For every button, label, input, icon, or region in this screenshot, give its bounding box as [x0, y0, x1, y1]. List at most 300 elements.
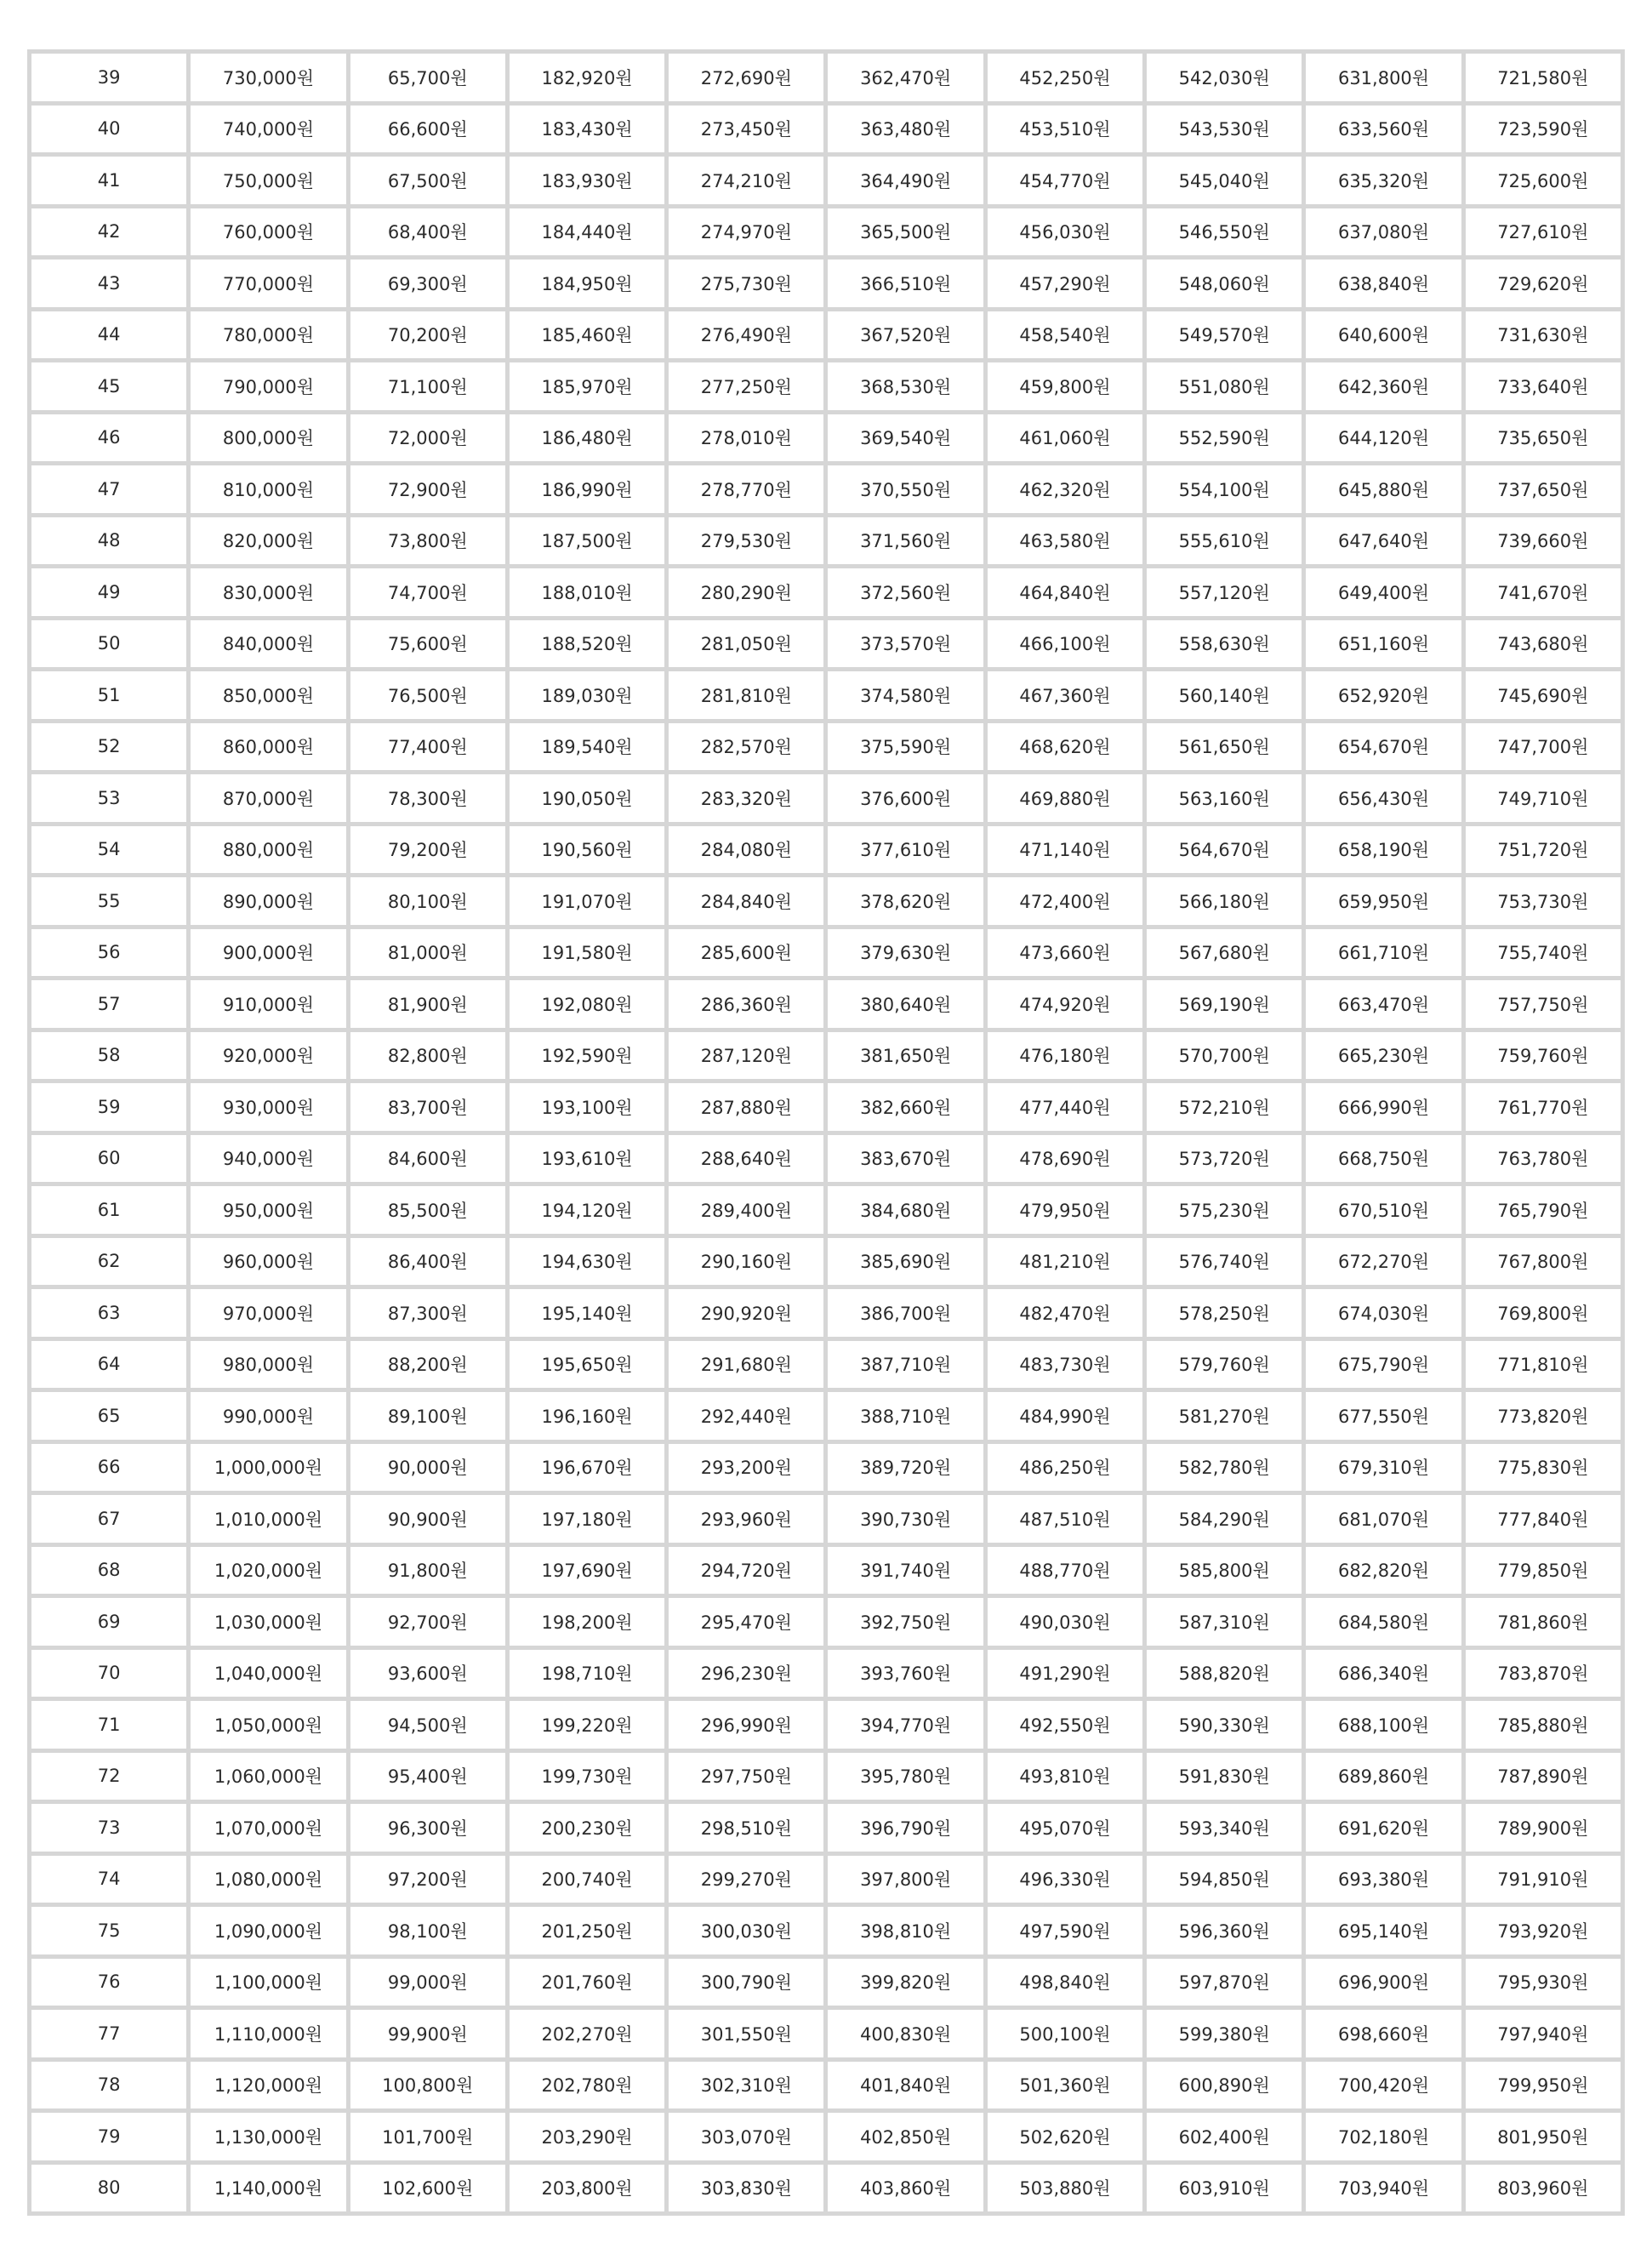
table-row — [31, 1444, 1621, 1492]
amount-cell: 490,030원 — [988, 1598, 1142, 1646]
amount-cell: 693,380원 — [1306, 1856, 1461, 1903]
amount-cell: 651,160원 — [1306, 620, 1461, 668]
table-row — [31, 1186, 1621, 1234]
amount-cell: 81,900원 — [350, 980, 505, 1028]
amount-cell: 870,000원 — [191, 774, 345, 822]
table-row — [31, 311, 1621, 359]
amount-cell: 65,700원 — [350, 54, 505, 101]
row-number-cell: 76 — [31, 1959, 186, 2006]
amount-cell: 452,250원 — [988, 54, 1142, 101]
row-number-cell: 78 — [31, 2062, 186, 2109]
amount-cell: 729,620원 — [1466, 260, 1621, 307]
amount-cell: 184,440원 — [510, 208, 664, 256]
amount-cell: 599,380원 — [1147, 2010, 1302, 2057]
amount-cell: 665,230원 — [1306, 1032, 1461, 1080]
amount-cell: 285,600원 — [669, 929, 823, 977]
amount-cell: 457,290원 — [988, 260, 1142, 307]
amount-cell: 590,330원 — [1147, 1701, 1302, 1749]
amount-cell: 564,670원 — [1147, 826, 1302, 874]
amount-cell: 990,000원 — [191, 1392, 345, 1440]
row-number-cell: 55 — [31, 877, 186, 925]
amount-cell: 940,000원 — [191, 1135, 345, 1183]
row-number-cell: 41 — [31, 157, 186, 204]
amount-cell: 199,220원 — [510, 1701, 664, 1749]
amount-cell: 277,250원 — [669, 362, 823, 410]
amount-cell: 182,920원 — [510, 54, 664, 101]
amount-cell: 476,180원 — [988, 1032, 1142, 1080]
amount-cell: 850,000원 — [191, 671, 345, 719]
amount-cell: 191,070원 — [510, 877, 664, 925]
amount-cell: 652,920원 — [1306, 671, 1461, 719]
amount-cell: 1,030,000원 — [191, 1598, 345, 1646]
amount-cell: 191,580원 — [510, 929, 664, 977]
amount-cell: 735,650원 — [1466, 414, 1621, 462]
amount-cell: 297,750원 — [669, 1753, 823, 1800]
amount-cell: 78,300원 — [350, 774, 505, 822]
amount-cell: 82,800원 — [350, 1032, 505, 1080]
amount-cell: 733,640원 — [1466, 362, 1621, 410]
amount-cell: 76,500원 — [350, 671, 505, 719]
amount-cell: 779,850원 — [1466, 1547, 1621, 1595]
amount-cell: 640,600원 — [1306, 311, 1461, 359]
row-number-cell: 43 — [31, 260, 186, 307]
amount-cell: 197,180원 — [510, 1495, 664, 1543]
amount-cell: 880,000원 — [191, 826, 345, 874]
amount-cell: 775,830원 — [1466, 1444, 1621, 1492]
amount-cell: 570,700원 — [1147, 1032, 1302, 1080]
amount-cell: 97,200원 — [350, 1856, 505, 1903]
amount-cell: 376,600원 — [828, 774, 983, 822]
amount-cell: 492,550원 — [988, 1701, 1142, 1749]
amount-cell: 69,300원 — [350, 260, 505, 307]
amount-cell: 66,600원 — [350, 106, 505, 153]
amount-cell: 576,740원 — [1147, 1238, 1302, 1286]
row-number-cell: 74 — [31, 1856, 186, 1903]
amount-cell: 554,100원 — [1147, 465, 1302, 513]
amount-cell: 633,560원 — [1306, 106, 1461, 153]
amount-cell: 72,900원 — [350, 465, 505, 513]
amount-cell: 560,140원 — [1147, 671, 1302, 719]
amount-cell: 561,650원 — [1147, 723, 1302, 771]
table-row — [31, 1598, 1621, 1646]
table-row — [31, 1753, 1621, 1800]
amount-cell: 555,610원 — [1147, 517, 1302, 565]
amount-cell: 88,200원 — [350, 1341, 505, 1389]
amount-cell: 751,720원 — [1466, 826, 1621, 874]
amount-cell: 1,060,000원 — [191, 1753, 345, 1800]
amount-cell: 292,440원 — [669, 1392, 823, 1440]
amount-cell: 274,210원 — [669, 157, 823, 204]
row-number-cell: 61 — [31, 1186, 186, 1234]
amount-cell: 282,570원 — [669, 723, 823, 771]
amount-cell: 73,800원 — [350, 517, 505, 565]
amount-cell: 453,510원 — [988, 106, 1142, 153]
amount-cell: 390,730원 — [828, 1495, 983, 1543]
amount-cell: 289,400원 — [669, 1186, 823, 1234]
amount-cell: 393,760원 — [828, 1650, 983, 1698]
amount-cell: 93,600원 — [350, 1650, 505, 1698]
table-row — [31, 362, 1621, 410]
amount-cell: 362,470원 — [828, 54, 983, 101]
amount-cell: 567,680원 — [1147, 929, 1302, 977]
amount-cell: 740,000원 — [191, 106, 345, 153]
amount-cell: 675,790원 — [1306, 1341, 1461, 1389]
amount-cell: 202,270원 — [510, 2010, 664, 2057]
amount-cell: 273,450원 — [669, 106, 823, 153]
amount-cell: 659,950원 — [1306, 877, 1461, 925]
table-row — [31, 414, 1621, 462]
amount-cell: 454,770원 — [988, 157, 1142, 204]
amount-cell: 391,740원 — [828, 1547, 983, 1595]
amount-cell: 383,670원 — [828, 1135, 983, 1183]
amount-cell: 74,700원 — [350, 568, 505, 616]
amount-cell: 1,020,000원 — [191, 1547, 345, 1595]
amount-cell: 545,040원 — [1147, 157, 1302, 204]
amount-cell: 185,460원 — [510, 311, 664, 359]
amount-cell: 670,510원 — [1306, 1186, 1461, 1234]
amount-cell: 672,270원 — [1306, 1238, 1461, 1286]
amount-cell: 1,010,000원 — [191, 1495, 345, 1543]
amount-cell: 970,000원 — [191, 1289, 345, 1337]
amount-cell: 761,770원 — [1466, 1083, 1621, 1131]
amount-cell: 573,720원 — [1147, 1135, 1302, 1183]
amount-cell: 290,920원 — [669, 1289, 823, 1337]
amount-cell: 403,860원 — [828, 2165, 983, 2212]
amount-cell: 81,000원 — [350, 929, 505, 977]
amount-cell: 546,550원 — [1147, 208, 1302, 256]
amount-cell: 481,210원 — [988, 1238, 1142, 1286]
amount-cell: 551,080원 — [1147, 362, 1302, 410]
amount-cell: 642,360원 — [1306, 362, 1461, 410]
amount-cell: 185,970원 — [510, 362, 664, 410]
row-number-cell: 70 — [31, 1650, 186, 1698]
amount-cell: 395,780원 — [828, 1753, 983, 1800]
amount-cell: 293,200원 — [669, 1444, 823, 1492]
amount-table — [27, 49, 1625, 2216]
amount-cell: 930,000원 — [191, 1083, 345, 1131]
amount-cell: 303,830원 — [669, 2165, 823, 2212]
amount-cell: 200,230원 — [510, 1804, 664, 1852]
amount-cell: 80,100원 — [350, 877, 505, 925]
amount-cell: 663,470원 — [1306, 980, 1461, 1028]
amount-cell: 731,630원 — [1466, 311, 1621, 359]
row-number-cell: 39 — [31, 54, 186, 101]
amount-cell: 759,760원 — [1466, 1032, 1621, 1080]
amount-cell: 739,660원 — [1466, 517, 1621, 565]
row-number-cell: 44 — [31, 311, 186, 359]
amount-cell: 72,000원 — [350, 414, 505, 462]
row-number-cell: 63 — [31, 1289, 186, 1337]
amount-cell: 543,530원 — [1147, 106, 1302, 153]
amount-cell: 298,510원 — [669, 1804, 823, 1852]
amount-cell: 674,030원 — [1306, 1289, 1461, 1337]
table-row — [31, 774, 1621, 822]
amount-cell: 723,590원 — [1466, 106, 1621, 153]
amount-cell: 681,070원 — [1306, 1495, 1461, 1543]
amount-cell: 379,630원 — [828, 929, 983, 977]
row-number-cell: 72 — [31, 1753, 186, 1800]
amount-cell: 558,630원 — [1147, 620, 1302, 668]
amount-cell: 462,320원 — [988, 465, 1142, 513]
amount-cell: 284,080원 — [669, 826, 823, 874]
amount-cell: 468,620원 — [988, 723, 1142, 771]
amount-cell: 496,330원 — [988, 1856, 1142, 1903]
amount-cell: 202,780원 — [510, 2062, 664, 2109]
amount-cell: 980,000원 — [191, 1341, 345, 1389]
table-row — [31, 260, 1621, 307]
amount-cell: 387,710원 — [828, 1341, 983, 1389]
amount-cell: 920,000원 — [191, 1032, 345, 1080]
row-number-cell: 52 — [31, 723, 186, 771]
amount-cell: 302,310원 — [669, 2062, 823, 2109]
amount-cell: 790,000원 — [191, 362, 345, 410]
amount-cell: 769,800원 — [1466, 1289, 1621, 1337]
amount-cell: 548,060원 — [1147, 260, 1302, 307]
table-row — [31, 1959, 1621, 2006]
amount-cell: 1,080,000원 — [191, 1856, 345, 1903]
amount-cell: 585,800원 — [1147, 1547, 1302, 1595]
amount-cell: 483,730원 — [988, 1341, 1142, 1389]
amount-cell: 637,080원 — [1306, 208, 1461, 256]
amount-cell: 552,590원 — [1147, 414, 1302, 462]
amount-cell: 737,650원 — [1466, 465, 1621, 513]
table-row — [31, 980, 1621, 1028]
amount-cell: 192,080원 — [510, 980, 664, 1028]
amount-cell: 488,770원 — [988, 1547, 1142, 1595]
row-number-cell: 77 — [31, 2010, 186, 2057]
amount-cell: 696,900원 — [1306, 1959, 1461, 2006]
amount-cell: 484,990원 — [988, 1392, 1142, 1440]
table-row — [31, 208, 1621, 256]
amount-cell: 763,780원 — [1466, 1135, 1621, 1183]
amount-cell: 777,840원 — [1466, 1495, 1621, 1543]
table-row — [31, 1032, 1621, 1080]
amount-cell: 1,050,000원 — [191, 1701, 345, 1749]
amount-cell: 1,000,000원 — [191, 1444, 345, 1492]
amount-cell: 781,860원 — [1466, 1598, 1621, 1646]
amount-cell: 301,550원 — [669, 2010, 823, 2057]
amount-cell: 679,310원 — [1306, 1444, 1461, 1492]
row-number-cell: 56 — [31, 929, 186, 977]
amount-cell: 688,100원 — [1306, 1701, 1461, 1749]
amount-cell: 459,800원 — [988, 362, 1142, 410]
amount-cell: 745,690원 — [1466, 671, 1621, 719]
amount-cell: 189,540원 — [510, 723, 664, 771]
amount-cell: 90,000원 — [350, 1444, 505, 1492]
amount-cell: 456,030원 — [988, 208, 1142, 256]
row-number-cell: 45 — [31, 362, 186, 410]
table-row — [31, 2113, 1621, 2160]
table-row — [31, 517, 1621, 565]
row-number-cell: 64 — [31, 1341, 186, 1389]
amount-cell: 703,940원 — [1306, 2165, 1461, 2212]
amount-cell: 386,700원 — [828, 1289, 983, 1337]
table-row — [31, 1804, 1621, 1852]
amount-cell: 389,720원 — [828, 1444, 983, 1492]
amount-cell: 668,750원 — [1306, 1135, 1461, 1183]
amount-cell: 294,720원 — [669, 1547, 823, 1595]
row-number-cell: 65 — [31, 1392, 186, 1440]
amount-cell: 373,570원 — [828, 620, 983, 668]
amount-cell: 192,590원 — [510, 1032, 664, 1080]
amount-cell: 783,870원 — [1466, 1650, 1621, 1698]
amount-cell: 371,560원 — [828, 517, 983, 565]
amount-cell: 195,650원 — [510, 1341, 664, 1389]
table-row — [31, 723, 1621, 771]
amount-cell: 367,520원 — [828, 311, 983, 359]
amount-cell: 288,640원 — [669, 1135, 823, 1183]
amount-cell: 760,000원 — [191, 208, 345, 256]
table-row — [31, 826, 1621, 874]
amount-cell: 770,000원 — [191, 260, 345, 307]
amount-cell: 363,480원 — [828, 106, 983, 153]
amount-cell: 194,120원 — [510, 1186, 664, 1234]
amount-cell: 300,790원 — [669, 1959, 823, 2006]
amount-cell: 198,710원 — [510, 1650, 664, 1698]
amount-cell: 656,430원 — [1306, 774, 1461, 822]
amount-cell: 810,000원 — [191, 465, 345, 513]
table-container — [27, 49, 1625, 2216]
table-row — [31, 1238, 1621, 1286]
amount-cell: 295,470원 — [669, 1598, 823, 1646]
amount-cell: 765,790원 — [1466, 1186, 1621, 1234]
amount-cell: 193,100원 — [510, 1083, 664, 1131]
amount-cell: 397,800원 — [828, 1856, 983, 1903]
amount-cell: 278,770원 — [669, 465, 823, 513]
amount-cell: 960,000원 — [191, 1238, 345, 1286]
amount-cell: 649,400원 — [1306, 568, 1461, 616]
amount-cell: 695,140원 — [1306, 1907, 1461, 1954]
amount-cell: 467,360원 — [988, 671, 1142, 719]
amount-cell: 471,140원 — [988, 826, 1142, 874]
amount-cell: 830,000원 — [191, 568, 345, 616]
row-number-cell: 54 — [31, 826, 186, 874]
amount-cell: 378,620원 — [828, 877, 983, 925]
amount-cell: 461,060원 — [988, 414, 1142, 462]
amount-cell: 68,400원 — [350, 208, 505, 256]
amount-cell: 503,880원 — [988, 2165, 1142, 2212]
amount-cell: 102,600원 — [350, 2165, 505, 2212]
amount-cell: 183,430원 — [510, 106, 664, 153]
amount-cell: 365,500원 — [828, 208, 983, 256]
amount-cell: 296,990원 — [669, 1701, 823, 1749]
amount-cell: 291,680원 — [669, 1341, 823, 1389]
amount-cell: 799,950원 — [1466, 2062, 1621, 2109]
amount-cell: 482,470원 — [988, 1289, 1142, 1337]
amount-cell: 596,360원 — [1147, 1907, 1302, 1954]
row-number-cell: 68 — [31, 1547, 186, 1595]
row-number-cell: 49 — [31, 568, 186, 616]
row-number-cell: 60 — [31, 1135, 186, 1183]
amount-cell: 299,270원 — [669, 1856, 823, 1903]
amount-cell: 188,520원 — [510, 620, 664, 668]
amount-cell: 70,200원 — [350, 311, 505, 359]
amount-cell: 83,700원 — [350, 1083, 505, 1131]
amount-cell: 187,500원 — [510, 517, 664, 565]
table-row — [31, 877, 1621, 925]
amount-cell: 682,820원 — [1306, 1547, 1461, 1595]
amount-cell: 698,660원 — [1306, 2010, 1461, 2057]
row-number-cell: 59 — [31, 1083, 186, 1131]
table-body — [31, 54, 1621, 2211]
amount-cell: 377,610원 — [828, 826, 983, 874]
row-number-cell: 75 — [31, 1907, 186, 1954]
amount-cell: 381,650원 — [828, 1032, 983, 1080]
amount-cell: 498,840원 — [988, 1959, 1142, 2006]
amount-cell: 366,510원 — [828, 260, 983, 307]
amount-cell: 281,810원 — [669, 671, 823, 719]
amount-cell: 196,670원 — [510, 1444, 664, 1492]
amount-cell: 645,880원 — [1306, 465, 1461, 513]
row-number-cell: 66 — [31, 1444, 186, 1492]
amount-cell: 189,030원 — [510, 671, 664, 719]
amount-cell: 638,840원 — [1306, 260, 1461, 307]
amount-cell: 755,740원 — [1466, 929, 1621, 977]
amount-cell: 382,660원 — [828, 1083, 983, 1131]
amount-cell: 469,880원 — [988, 774, 1142, 822]
amount-cell: 686,340원 — [1306, 1650, 1461, 1698]
amount-cell: 486,250원 — [988, 1444, 1142, 1492]
table-row — [31, 929, 1621, 977]
amount-cell: 385,690원 — [828, 1238, 983, 1286]
amount-cell: 194,630원 — [510, 1238, 664, 1286]
amount-cell: 195,140원 — [510, 1289, 664, 1337]
amount-cell: 296,230원 — [669, 1650, 823, 1698]
amount-cell: 785,880원 — [1466, 1701, 1621, 1749]
amount-cell: 584,290원 — [1147, 1495, 1302, 1543]
amount-cell: 394,770원 — [828, 1701, 983, 1749]
amount-cell: 579,760원 — [1147, 1341, 1302, 1389]
amount-cell: 86,400원 — [350, 1238, 505, 1286]
row-number-cell: 80 — [31, 2165, 186, 2212]
amount-cell: 374,580원 — [828, 671, 983, 719]
amount-cell: 203,290원 — [510, 2113, 664, 2160]
amount-cell: 594,850원 — [1147, 1856, 1302, 1903]
amount-cell: 689,860원 — [1306, 1753, 1461, 1800]
amount-cell: 197,690원 — [510, 1547, 664, 1595]
amount-cell: 458,540원 — [988, 311, 1142, 359]
amount-cell: 1,040,000원 — [191, 1650, 345, 1698]
amount-cell: 757,750원 — [1466, 980, 1621, 1028]
amount-cell: 787,890원 — [1466, 1753, 1621, 1800]
table-row — [31, 1135, 1621, 1183]
amount-cell: 793,920원 — [1466, 1907, 1621, 1954]
amount-cell: 400,830원 — [828, 2010, 983, 2057]
amount-cell: 477,440원 — [988, 1083, 1142, 1131]
row-number-cell: 71 — [31, 1701, 186, 1749]
amount-cell: 591,830원 — [1147, 1753, 1302, 1800]
amount-cell: 290,160원 — [669, 1238, 823, 1286]
amount-cell: 491,290원 — [988, 1650, 1142, 1698]
amount-cell: 274,970원 — [669, 208, 823, 256]
amount-cell: 600,890원 — [1147, 2062, 1302, 2109]
amount-cell: 399,820원 — [828, 1959, 983, 2006]
amount-cell: 388,710원 — [828, 1392, 983, 1440]
amount-cell: 186,480원 — [510, 414, 664, 462]
amount-cell: 487,510원 — [988, 1495, 1142, 1543]
amount-cell: 950,000원 — [191, 1186, 345, 1234]
row-number-cell: 58 — [31, 1032, 186, 1080]
amount-cell: 493,810원 — [988, 1753, 1142, 1800]
amount-cell: 702,180원 — [1306, 2113, 1461, 2160]
amount-cell: 193,610원 — [510, 1135, 664, 1183]
amount-cell: 566,180원 — [1147, 877, 1302, 925]
amount-cell: 684,580원 — [1306, 1598, 1461, 1646]
amount-cell: 398,810원 — [828, 1907, 983, 1954]
amount-cell: 730,000원 — [191, 54, 345, 101]
amount-cell: 789,900원 — [1466, 1804, 1621, 1852]
amount-cell: 303,070원 — [669, 2113, 823, 2160]
